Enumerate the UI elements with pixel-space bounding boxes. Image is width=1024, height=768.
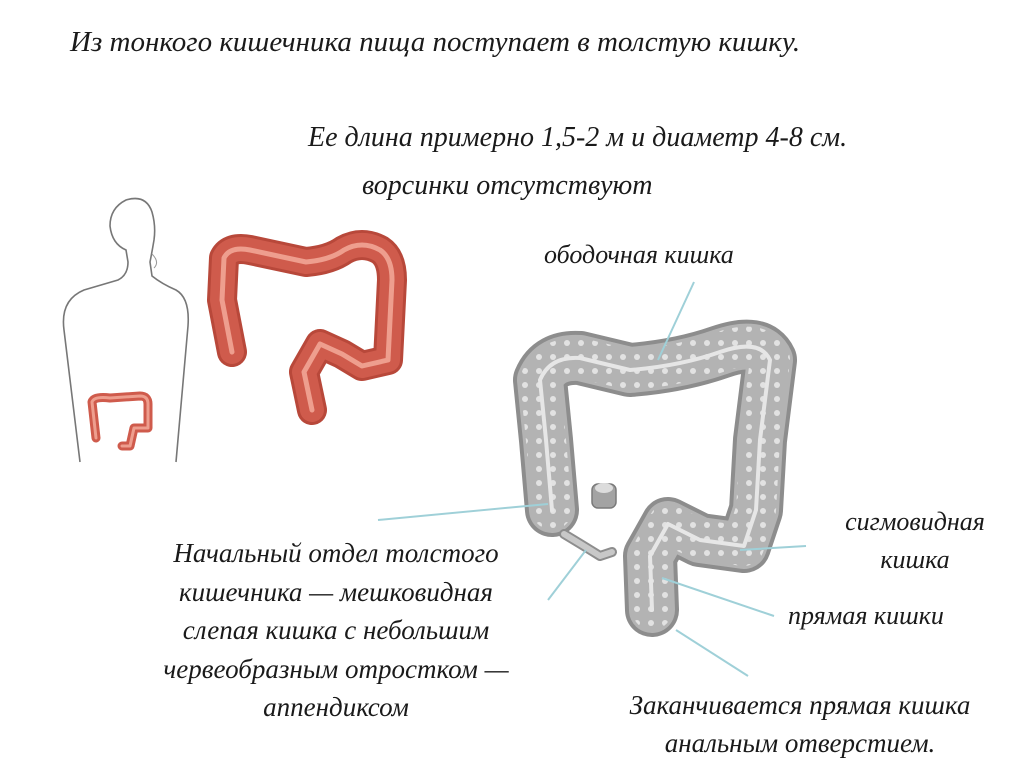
- slide-title: Из тонкого кишечника пища поступает в толстую кишку.: [70, 26, 801, 58]
- anus-label-line: анальным отверстием.: [664, 728, 936, 758]
- appendix-pointer: [548, 550, 586, 600]
- cecum-label-line: Начальный отдел толстого: [173, 538, 499, 568]
- sigmoid-label-line: сигмовидная: [845, 507, 985, 536]
- cecum-pointer: [378, 504, 548, 520]
- cecum-label-line: аппендиксом: [263, 692, 409, 722]
- cecum-label-line: червеобразным отростком —: [163, 653, 509, 684]
- villi-text: ворсинки отсутствуют: [362, 170, 653, 201]
- grey-large-intestine-icon: [540, 347, 770, 610]
- anus-label-line: Заканчивается прямая кишка: [629, 690, 971, 720]
- cecum-label-line: кишечника — мешковидная: [179, 576, 493, 607]
- rectum-label: прямая кишки: [788, 601, 944, 630]
- cecum-label-line: слепая кишка с небольшим: [182, 615, 490, 645]
- sigmoid-label-line: кишка: [880, 545, 950, 574]
- red-large-intestine-icon: [222, 245, 392, 410]
- anus-pointer: [676, 630, 748, 676]
- length-diameter-text: Ее длина примерно 1,5-2 м и диаметр 4-8 см.: [308, 122, 848, 153]
- colon-label: ободочная кишка: [544, 240, 734, 269]
- human-silhouette-icon: [63, 199, 188, 463]
